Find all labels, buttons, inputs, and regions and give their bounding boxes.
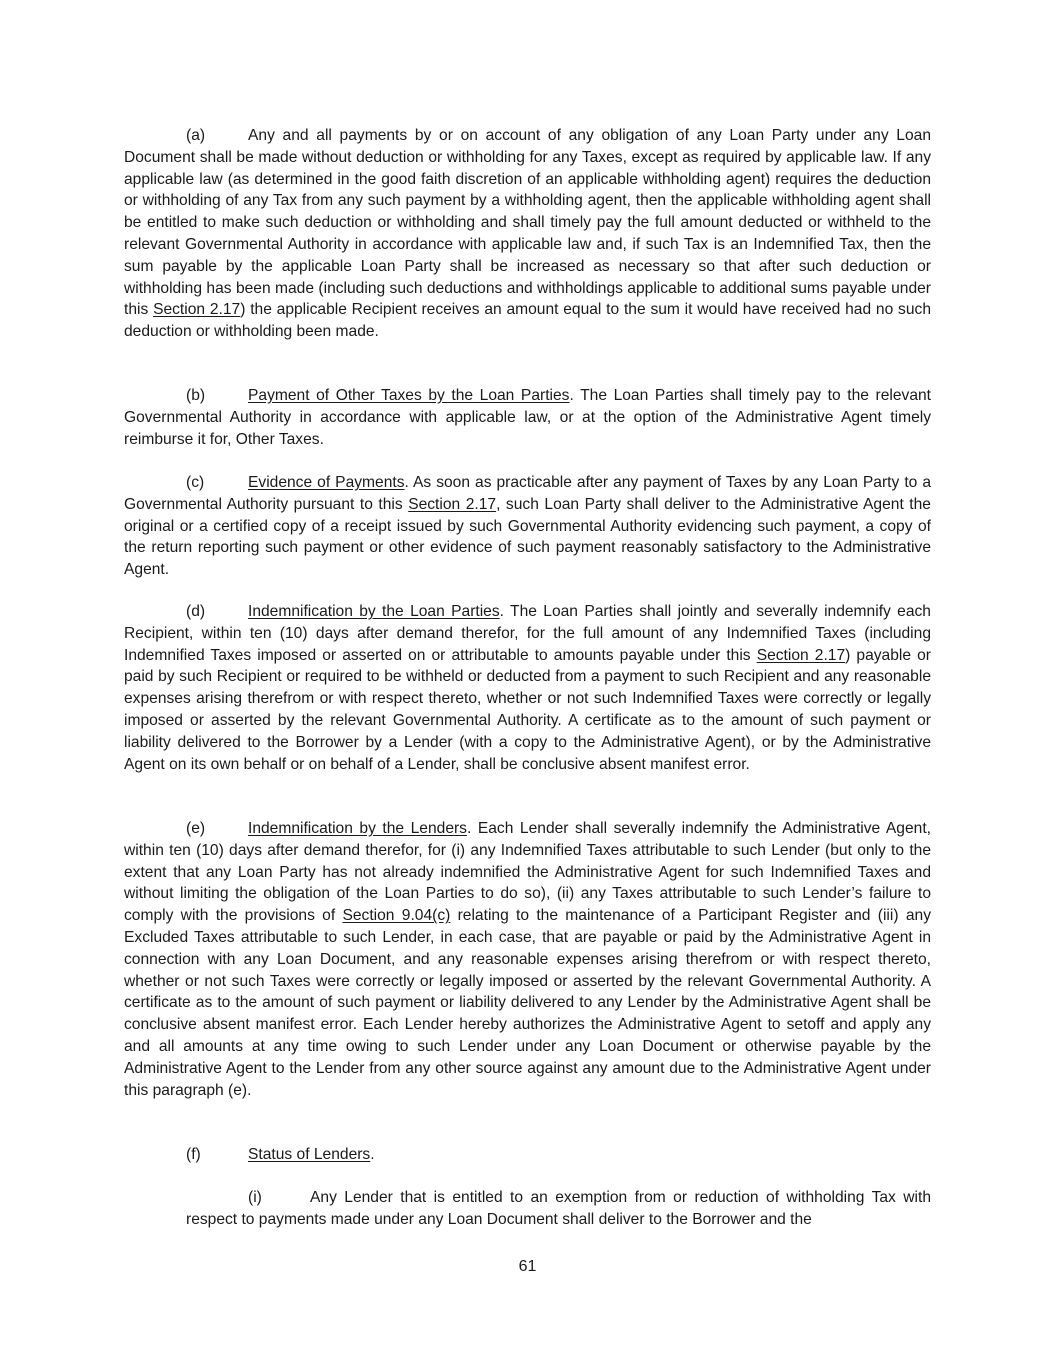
paragraph-b [124,385,931,450]
paragraph-a [124,125,931,343]
paragraph-b-text: . The Loan Parties shall timely pay to the relevant Governmental Authority in accordance with applicable law, or at the option of the Administrative Agent timely reimburse it for, Other Taxes. [124,387,931,448]
paragraph-a-label: (a) [186,127,206,144]
paragraph-e-label: (e) [186,820,206,837]
paragraph-d-label: (d) [186,603,206,620]
paragraph-c-text-end: , such Loan Party shall deliver to the Administrative Agent the original or a certified copy of a receipt issued by such Governmental Authority evidencing such payment, a copy of the return reporting such payment or other evidence of such payment reasonably satisfactory to the Administrative Agent. [124,495,931,579]
paragraph-c-heading: Evidence of Payments [248,474,405,491]
paragraph-b-label: (b) [186,387,206,404]
paragraph-a-text: Any and all payments by or on account of any obligation of any Loan Party under any Loan Document shall be made without deduction or withholding for any Taxes, except as required by applicable law. If any applicable law (as determined in the good faith discretion of an applicable withholding agent) requires the deduction or withholding of any Tax from any such payment by a withholding agent, then the applicable withholding agent shall be entitled to make such deduction or withholding and shall timely pay the full amount deducted or withheld to the relevant Governmental Authority in accordance with applicable law and, if such Tax is an Indemnified Tax, then the sum payable by the applicable Loan Party shall be increased as necessary so that after such deduction or withholding has been made (including such deductions and withholdings applicable to additional sums payable under this [124,127,931,319]
paragraph-f-heading: Status of Lenders [248,1146,371,1163]
paragraph-e-text-end: relating to the maintenance of a Participant Register and (iii) any Excluded Taxes attributable to such Lender, in each case, that are payable or paid by the Administrative Agent in connection with any Loan Document, and any reasonable expenses arising therefrom or with respect thereto, whether or not such Taxes were correctly or legally imposed or asserted by the relevant Governmental Authority. A certificate as to the amount of such payment or liability delivered to any Lender by the Administrative Agent shall be conclusive absent manifest error. Each Lender hereby authorizes the Administrative Agent to setoff and apply any and all amounts at any time owing to such Lender under any Loan Document or otherwise payable by the Administrative Agent to the Lender from any other source against any amount due to the Administrative Agent under this paragraph (e). [124,907,931,1099]
paragraph-f-i-label: (i) [248,1189,262,1206]
paragraph-c-label: (c) [186,474,205,491]
paragraph-f-text: . [370,1146,375,1163]
paragraph-d-text-end: ) payable or paid by such Recipient or required to be withheld or deducted from a payment to such Recipient and any reasonable expenses arising therefrom or with respect thereto, whether or not such Indemnified Taxes were correctly or legally imposed or asserted by the relevant Governmental Authority. A certificate as to the amount of such payment or liability delivered to the Borrower by a Lender (with a copy to the Administrative Agent), or by the Administrative Agent on its own behalf or on behalf of a Lender, shall be conclusive absent manifest error. [124,646,931,773]
section-9-04-c-reference[interactable]: Section 9.04(c) [342,907,451,925]
paragraph-f-i [186,1187,931,1231]
section-2-17-reference[interactable]: Section 2.17 [408,495,497,513]
paragraph-d [124,601,931,775]
paragraph-f [124,1144,931,1166]
paragraph-b-heading: Payment of Other Taxes by the Loan Parties [248,387,570,404]
paragraph-e-heading: Indemnification by the Lenders [248,820,467,837]
paragraph-d-heading: Indemnification by the Loan Parties [248,603,500,620]
paragraph-f-i-text: Any Lender that is entitled to an exemption from or reduction of withholding Tax with respect to payments made under any Loan Document shall deliver to the Borrower and the [186,1189,931,1228]
paragraph-f-label: (f) [186,1146,201,1163]
paragraph-d-text: . The Loan Parties shall jointly and severally indemnify each Recipient, within ten (10) days after demand therefor, for the full amount of any Indemnified Taxes (including Indemnified Taxes imposed or asserted on or attributable to amounts payable under this [124,603,931,664]
paragraph-e [124,818,931,1101]
section-2-17-reference[interactable]: Section 2.17 [756,646,846,664]
paragraph-a-text-end: ) the applicable Recipient receives an amount equal to the sum it would have received had no such deduction or withholding been made. [124,301,931,341]
section-2-17-reference[interactable]: Section 2.17 [153,301,241,319]
paragraph-c-text: . As soon as practicable after any payment of Taxes by any Loan Party to a Governmental Authority pursuant to this [124,474,931,513]
paragraph-c [124,472,931,581]
page-number: 61 [518,1258,537,1275]
paragraph-e-text: . Each Lender shall severally indemnify the Administrative Agent, within ten (10) days after demand therefor, for (i) any Indemnified Taxes attributable to such Lender (but only to the extent that any Loan Party has not already indemnified the Administrative Agent for such Indemnified Taxes and without limiting the obligation of the Loan Parties to do so), (ii) any Taxes attributable to such Lender’s failure to comply with the provisions of [124,820,931,925]
